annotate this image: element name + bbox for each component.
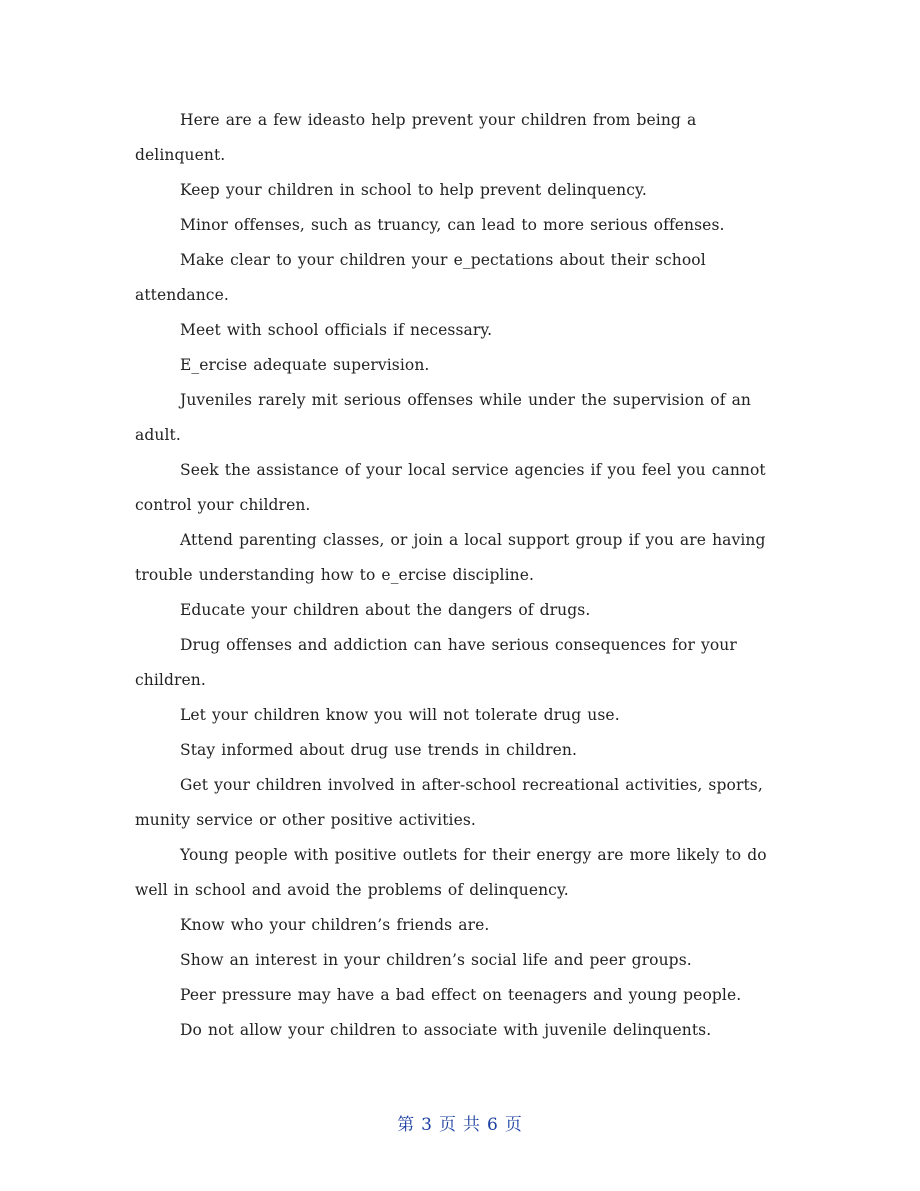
paragraph: Minor offenses, such as truancy, can lead to more serious offenses.	[180, 216, 725, 234]
paragraph: Attend parenting classes, or join a local support group if you are having trouble understanding how to e_ercise discipline.	[135, 531, 766, 584]
paragraph: Young people with positive outlets for their energy are more likely to do well in school and avoid the problems of delinquency.	[135, 846, 767, 899]
paragraph: Meet with school officials if necessary.	[180, 321, 493, 339]
footer-prefix: 第	[397, 1115, 416, 1135]
footer-page-label: 页	[439, 1115, 457, 1135]
paragraph: Show an interest in your children’s social life and peer groups.	[180, 951, 692, 969]
paragraph: Educate your children about the dangers of drugs.	[180, 601, 591, 619]
paragraph: Peer pressure may have a bad effect on teenagers and young people.	[180, 986, 742, 1004]
paragraph: Keep your children in school to help prevent delinquency.	[180, 181, 647, 199]
paragraph: Seek the assistance of your local service agencies if you feel you cannot control your children.	[135, 461, 766, 514]
page-footer	[0, 1110, 920, 1135]
paragraph: Drug offenses and addiction can have serious consequences for your children.	[135, 636, 737, 689]
footer-total-label: 共	[463, 1115, 481, 1135]
paragraph: Let your children know you will not tolerate drug use.	[180, 706, 620, 724]
footer-current-page: 3	[421, 1115, 433, 1135]
document-body	[135, 103, 787, 1048]
paragraph: Juveniles rarely mit serious offenses while under the supervision of an adult.	[135, 391, 752, 444]
paragraph: Stay informed about drug use trends in children.	[180, 741, 577, 759]
paragraph: E_ercise adequate supervision.	[180, 356, 430, 374]
paragraph: Get your children involved in after-school recreational activities, sports, munity service or other positive activities.	[135, 776, 763, 829]
paragraph: Know who your children’s friends are.	[180, 916, 490, 934]
footer-total-pages: 6	[487, 1115, 499, 1135]
footer-suffix: 页	[504, 1115, 523, 1135]
paragraph: Here are a few ideasto help prevent your children from being a delinquent.	[135, 111, 697, 164]
paragraph: Make clear to your children your e_pectations about their school attendance.	[135, 251, 706, 304]
paragraph: Do not allow your children to associate with juvenile delinquents.	[180, 1021, 712, 1039]
